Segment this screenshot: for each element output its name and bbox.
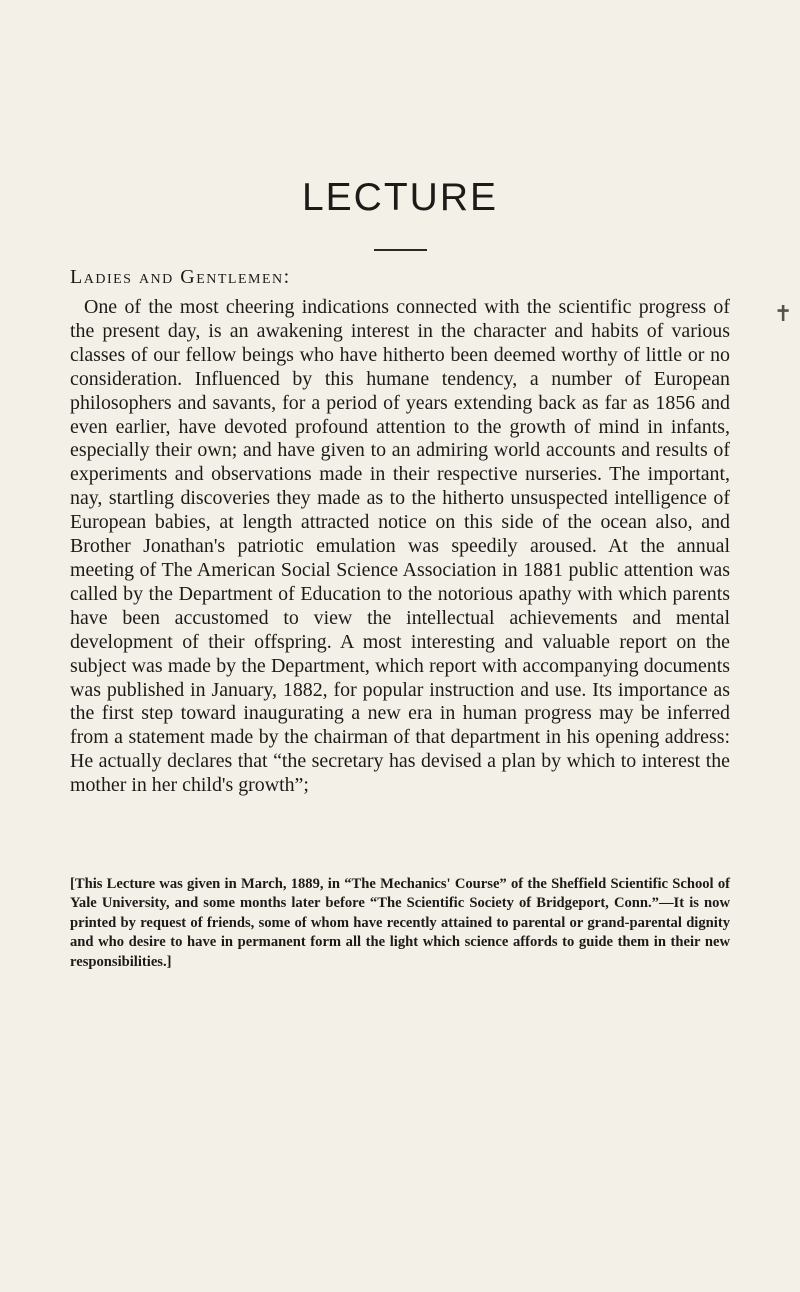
title-rule [374,249,427,251]
body-paragraph: One of the most cheering indications connected with the scientific progress of the present day, is an awakening interest in the character and habits of various classes of our fellow beings who have hitherto been deemed worthy of little or no consideration. Influenced by this humane tendency, a number of European philosophers and savants, for a period of years extending back as far as 1856 and even earlier, have devoted profound attention to the growth of mind in infants, especially their own; and have given to an admiring world accounts and results of experiments and observations made in their respective nurseries. The important, nay, startling discoveries they made as to the hitherto unsuspected intelligence of European babies, at length attracted notice on this side of the ocean also, and Brother Jonathan's patriotic emulation was speedily aroused. At the annual meeting of The American Social Science Association in 1881 public attention was called by the Department of Education to the notorious apathy with which parents have been accustomed to view the intellectual achievements and mental development of their offspring. A most interesting and valuable report on the subject was made by the Department, which report with accompanying documents was published in January, 1882, for popular instruction and use. Its importance as the first step toward inaugurating a new era in human progress may be inferred from a statement made by the chairman of that department in his opening address: He actually declares that “the secretary has devised a plan by which to interest the mother in her child's growth”; [70,296,730,797]
lecture-body [70,296,730,798]
salutation: Ladies and Gentlemen: [70,266,291,288]
margin-mark-icon: ✝ [774,302,793,327]
page-title: LECTURE [301,176,499,219]
footnote-text: [This Lecture was given in March, 1889, in “The Mechanics' Course” of the Sheffield Scientific School of Yale University, and some months later before “The Scientific Society of Bridgeport, Conn.”—It is now printed by request of friends, some of whom have recently attained to parental or grand-parental dignity and who desire to have in permanent form all the light which science affords to guide them in their new responsibilities.] [70,876,730,970]
footnote [70,875,730,972]
